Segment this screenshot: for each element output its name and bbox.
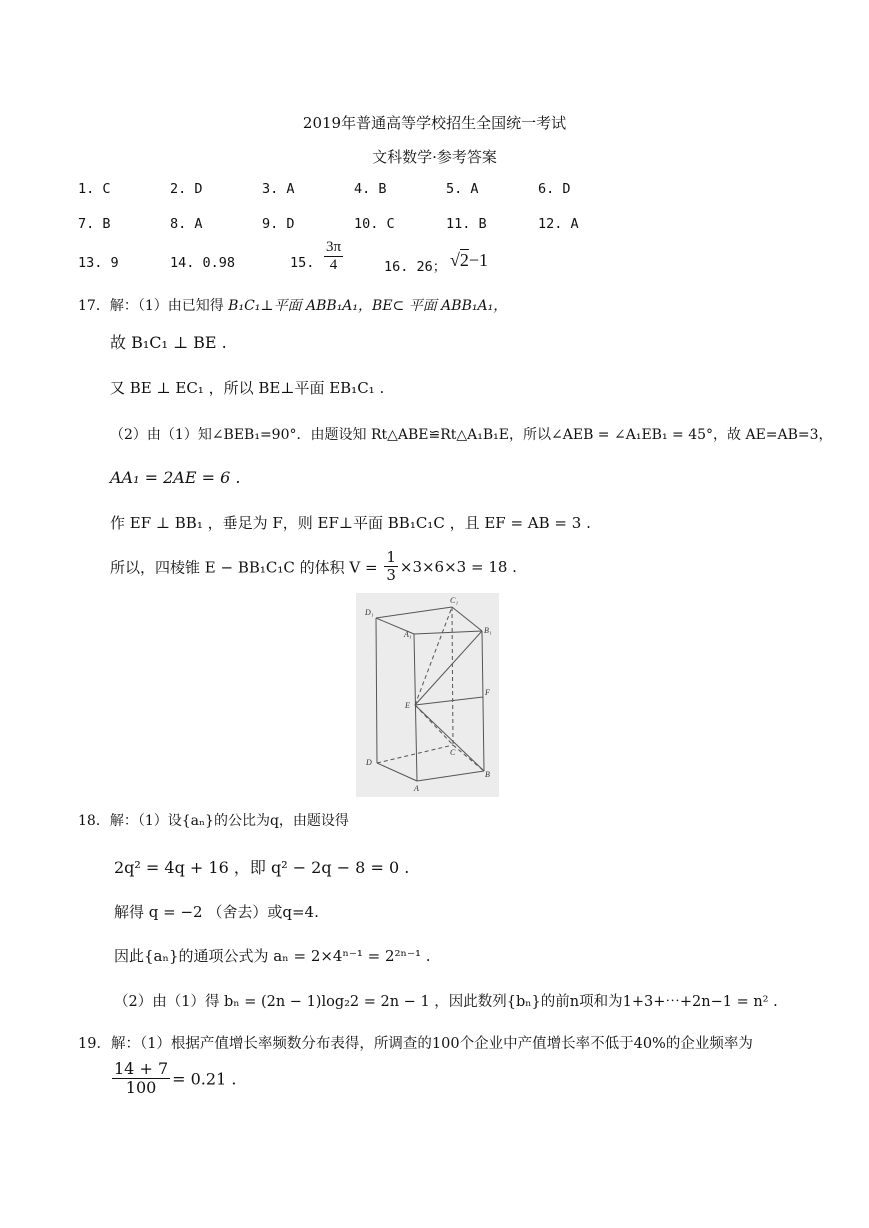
q17-volume-fraction xyxy=(384,549,398,585)
label-E: E xyxy=(405,701,410,710)
answer-16-root xyxy=(450,250,488,271)
q17-line-7-pre: 所以，四棱锥 E − BB₁C₁C 的体积 V = xyxy=(110,558,383,577)
q19-line-1: 19．解：（1）根据产值增长率频数分布表得，所调查的100个企业中产值增长率不低于40%的企业频率为 xyxy=(78,1036,753,1052)
page-subtitle: 文科数学·参考答案 xyxy=(372,148,497,166)
q17-line-5: AA₁ = 2AE = 6 . xyxy=(110,468,241,487)
label-D: D xyxy=(366,758,372,767)
q18-line-1: 18．解：（1）设{aₙ}的公比为q，由题设得 xyxy=(78,813,349,829)
q17-line-7-post: ×3×6×3 = 18 . xyxy=(399,557,517,576)
q18-line-3: 解得 q = −2 （舍去）或q=4. xyxy=(114,903,319,921)
q17-line-1-math: B₁C₁⊥平面 ABB₁A₁，BE⊂ 平面 ABB₁A₁， xyxy=(228,298,508,314)
answer-2: 2. D xyxy=(170,181,203,197)
label-D1: D₁ xyxy=(365,608,374,617)
q19-fraction-denominator: 100 xyxy=(125,1078,157,1098)
q18-line-5: （2）由（1）得 bₙ = (2n − 1)log₂2 = 2n − 1 ，因此数列{bₙ}的前n项和为1+3+⋯+2n−1 = n² . xyxy=(114,994,778,1010)
answer-7: 7. B xyxy=(78,216,111,232)
answer-15-label: 15. xyxy=(290,255,315,271)
q18-line-4: 因此{aₙ}的通项公式为 aₙ = 2×4ⁿ⁻¹ = 2²ⁿ⁻¹ . xyxy=(114,947,431,965)
label-C1: C₁ xyxy=(450,596,459,605)
answer-16-radicand: 2 xyxy=(459,250,469,270)
answer-5: 5. A xyxy=(446,181,479,197)
answer-1: 1. C xyxy=(78,181,111,197)
answer-8: 8. A xyxy=(170,216,203,232)
q17-line-4: （2）由（1）知∠BEB₁=90°．由题设知 Rt△ABE≌Rt△A₁B₁E，所以∠AEB = ∠A₁EB₁ = 45°，故 AE=AB=3， xyxy=(110,427,833,443)
q18-line-2: 2q² = 4q + 16 ，即 q² − 2q − 8 = 0 . xyxy=(114,858,410,877)
q19-line-2 xyxy=(110,1060,236,1098)
prism-diagram xyxy=(356,593,499,797)
sqrt-sign-icon: √ xyxy=(450,250,460,270)
answer-16-tail: −1 xyxy=(468,250,489,270)
prism-figure xyxy=(356,593,499,797)
label-C: C xyxy=(450,748,456,757)
q17-line-1-label: 17．解：（1）由已知得 xyxy=(78,298,229,314)
answer-13: 13. 9 xyxy=(78,255,119,271)
label-B1: B₁ xyxy=(484,626,492,635)
q17-line-1 xyxy=(78,295,507,315)
answer-12: 12. A xyxy=(538,216,579,232)
label-A1: A₁ xyxy=(404,630,412,639)
q19-fraction-numerator: 14 + 7 xyxy=(114,1059,169,1078)
q17-line-3: 又 BE ⊥ EC₁ ，所以 BE⊥平面 EB₁C₁ . xyxy=(110,379,385,397)
answer-14: 14. 0.98 xyxy=(170,255,236,271)
label-A: A xyxy=(414,784,419,793)
q17-fraction-numerator: 1 xyxy=(386,548,396,566)
answer-3: 3. A xyxy=(262,181,295,197)
label-F: F xyxy=(485,688,490,697)
answer-15-fraction xyxy=(324,239,343,275)
answer-15-denominator: 4 xyxy=(329,257,338,274)
page-title: 2019年普通高等学校招生全国统一考试 xyxy=(302,114,567,132)
q19-frequency-fraction xyxy=(112,1060,170,1098)
answer-15-numerator: 3π xyxy=(324,239,343,257)
answer-4: 4. B xyxy=(354,181,387,197)
answer-6: 6. D xyxy=(538,181,571,197)
q17-line-2: 故 B₁C₁ ⊥ BE . xyxy=(110,333,227,352)
q17-line-6: 作 EF ⊥ BB₁ ，垂足为 F，则 EF⊥平面 BB₁C₁C ，且 EF = AB = 3 . xyxy=(110,514,591,532)
answer-11: 11. B xyxy=(446,216,487,232)
label-B: B xyxy=(485,770,490,779)
q17-line-7 xyxy=(110,549,517,585)
q19-line-2-post: = 0.21 . xyxy=(172,1069,237,1089)
answer-16: 16. 26； xyxy=(384,259,447,275)
q17-fraction-denominator: 3 xyxy=(386,566,396,585)
answer-10: 10. C xyxy=(354,216,395,232)
answer-9: 9. D xyxy=(262,216,295,232)
